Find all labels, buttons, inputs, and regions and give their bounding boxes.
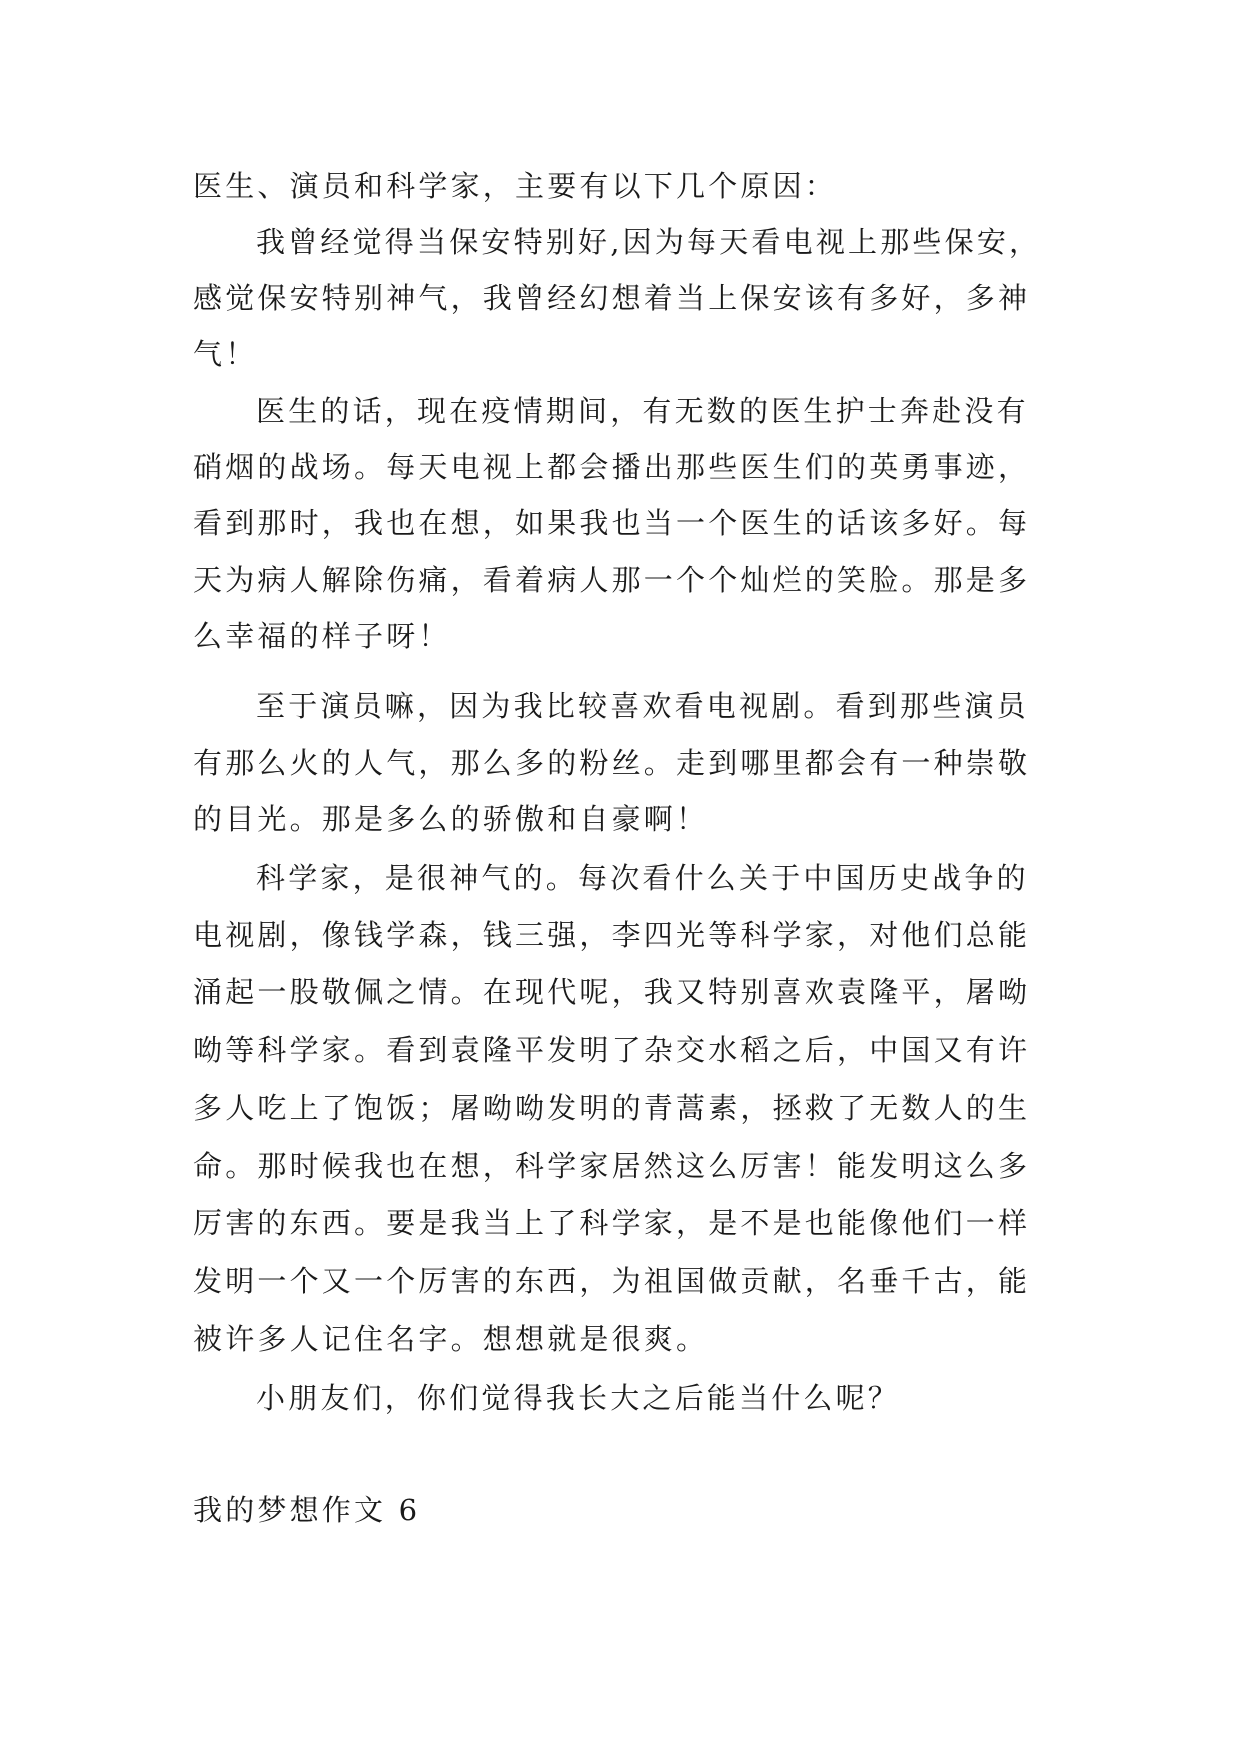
text-line: 小朋友们，你们觉得我长大之后能当什么呢？ — [256, 1381, 901, 1415]
text-line: 多人吃上了饱饭；屠呦呦发明的青蒿素，拯救了无数人的生 — [193, 1091, 1031, 1125]
text-line: 涌起一股敬佩之情。在现代呢，我又特别喜欢袁隆平，屠呦 — [193, 975, 1031, 1009]
text-line: 么幸福的样子呀！ — [193, 619, 451, 653]
text-line: 厉害的东西。要是我当上了科学家，是不是也能像他们一样 — [193, 1206, 1031, 1240]
text-line: 医生的话，现在疫情期间，有无数的医生护士奔赴没有 — [256, 394, 1029, 428]
text-line: 天为病人解除伤痛，看着病人那一个个灿烂的笑脸。那是多 — [193, 563, 1031, 597]
text-line: 气！ — [193, 337, 258, 371]
text-line: 我曾经觉得当保安特别好,因为每天看电视上那些保安， — [256, 225, 1042, 259]
text-line: 硝烟的战场。每天电视上都会播出那些医生们的英勇事迹， — [193, 450, 1031, 484]
text-line: 感觉保安特别神气，我曾经幻想着当上保安该有多好，多神 — [193, 281, 1031, 315]
text-line: 医生、演员和科学家，主要有以下几个原因： — [193, 169, 838, 203]
text-line: 命。那时候我也在想，科学家居然这么厉害！能发明这么多 — [193, 1149, 1031, 1183]
section-heading: 我的梦想作文 6 — [193, 1493, 421, 1527]
text-line: 看到那时，我也在想，如果我也当一个医生的话该多好。每 — [193, 506, 1031, 540]
text-line: 的目光。那是多么的骄傲和自豪啊！ — [193, 802, 709, 836]
text-line: 电视剧，像钱学森，钱三强，李四光等科学家，对他们总能 — [193, 918, 1031, 952]
text-line: 呦等科学家。看到袁隆平发明了杂交水稻之后，中国又有许 — [193, 1033, 1031, 1067]
text-line: 至于演员嘛，因为我比较喜欢看电视剧。看到那些演员 — [256, 689, 1029, 723]
text-line: 发明一个又一个厉害的东西，为祖国做贡献，名垂千古，能 — [193, 1264, 1031, 1298]
text-line: 有那么火的人气，那么多的粉丝。走到哪里都会有一种崇敬 — [193, 746, 1031, 780]
text-line: 被许多人记住名字。想想就是很爽。 — [193, 1322, 709, 1356]
text-line: 科学家，是很神气的。每次看什么关于中国历史战争的 — [256, 861, 1029, 895]
